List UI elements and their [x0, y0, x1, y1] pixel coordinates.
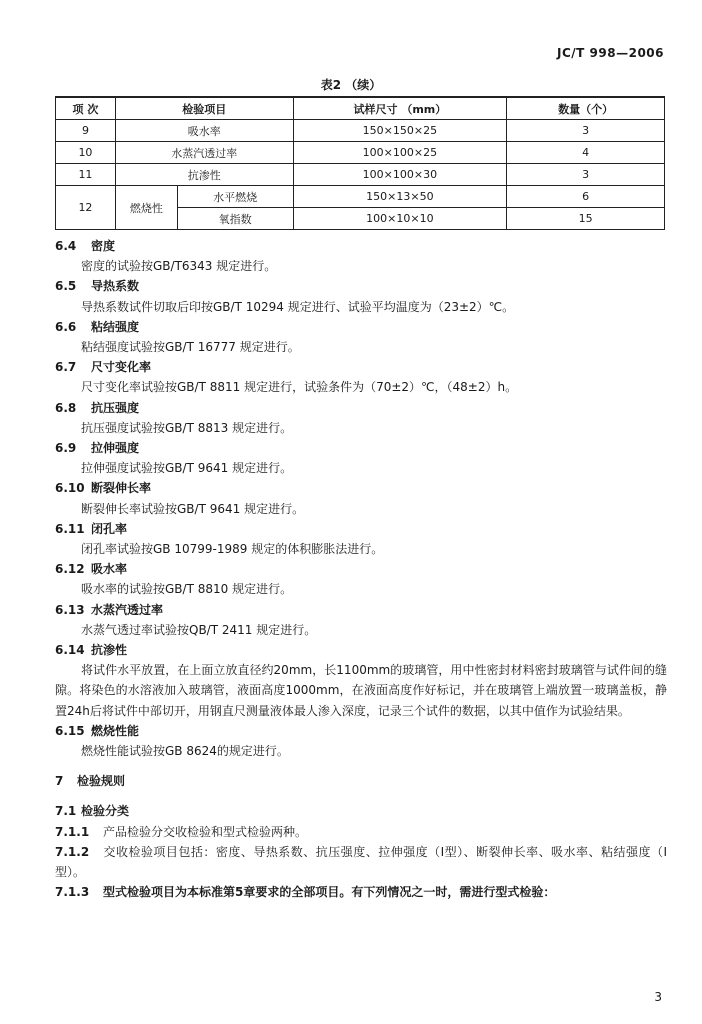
clause-number: 7.1.1	[55, 824, 90, 839]
cell-item: 吸水率	[115, 120, 293, 142]
section-6-15	[55, 721, 667, 761]
section-6-10	[55, 478, 667, 518]
section-title: 尺寸变化率	[91, 360, 152, 375]
section-heading	[55, 640, 667, 660]
cell-size: 100×100×30	[293, 164, 507, 186]
cell-item: 抗渗性	[115, 164, 293, 186]
section-title: 断裂伸长率	[91, 481, 152, 496]
section-number: 7.1	[55, 804, 77, 819]
section-text: 燃烧性能试验按GB 8624的规定进行。	[81, 744, 289, 759]
section-6-7	[55, 357, 667, 397]
cell-no: 12	[56, 186, 116, 230]
cell-subitem: 水平燃烧	[177, 186, 293, 208]
clause-7-1-2	[55, 842, 667, 882]
section-title: 抗压强度	[91, 400, 140, 415]
section-text: 抗压强度试验按GB/T 8813 规定进行。	[81, 420, 293, 435]
section-text: 拉伸强度试验按GB/T 9641 规定进行。	[81, 461, 293, 476]
section-number: 6.4	[55, 239, 77, 253]
section-6-8	[55, 398, 667, 438]
spacer	[55, 791, 667, 801]
spacer	[55, 761, 667, 771]
chapter-title: 检验规则	[77, 774, 126, 789]
clause-number: 7.1.2	[55, 844, 90, 859]
cell-size: 150×150×25	[293, 120, 507, 142]
chapter-number: 7	[55, 774, 64, 789]
section-number: 6.14	[55, 643, 85, 658]
section-heading	[55, 317, 667, 337]
section-number: 6.13	[55, 602, 85, 617]
section-text: 导热系数试件切取后印按GB/T 10294 规定进行、试验平均温度为（23±2）℃。	[81, 299, 515, 314]
cell-size: 100×10×10	[293, 208, 507, 230]
section-heading	[55, 519, 667, 539]
section-text: 闭孔率试验按GB 10799-1989 规定的体积膨胀法进行。	[81, 542, 384, 557]
table-row	[56, 120, 665, 142]
clause-text: 交收检验项目包括：密度、导热系数、抗压强度、拉伸强度（Ⅰ型）、断裂伸长率、吸水率、粘结强度（Ⅰ型）。	[55, 844, 667, 880]
table-header-row	[56, 97, 665, 120]
section-6-14	[55, 640, 667, 721]
section-heading	[55, 357, 667, 377]
section-6-9	[55, 438, 667, 478]
test-specimen-table	[55, 96, 665, 230]
section-number: 6.12	[55, 562, 85, 577]
table-row	[56, 186, 665, 208]
clause-number: 7.1.3	[55, 885, 90, 900]
section-text: 吸水率的试验按GB/T 8810 规定进行。	[81, 582, 293, 597]
section-title: 粘结强度	[91, 319, 140, 334]
section-title: 抗渗性	[91, 643, 128, 658]
section-title: 导热系数	[91, 279, 140, 294]
section-6-13	[55, 600, 667, 640]
section-text: 断裂伸长率试验按GB/T 9641 规定进行。	[81, 501, 305, 516]
cell-subitem: 氧指数	[177, 208, 293, 230]
section-6-11	[55, 519, 667, 559]
section-number: 6.9	[55, 441, 77, 456]
section-number: 6.5	[55, 279, 77, 294]
header-cell-item: 检验项目	[115, 97, 293, 120]
cell-no: 10	[56, 142, 116, 164]
section-number: 6.8	[55, 400, 77, 415]
cell-qty: 4	[507, 142, 665, 164]
cell-qty: 3	[507, 120, 665, 142]
chapter-heading	[55, 771, 667, 791]
section-title: 拉伸强度	[91, 441, 140, 456]
section-heading	[55, 478, 667, 498]
section-number: 6.10	[55, 481, 85, 496]
cell-no: 9	[56, 120, 116, 142]
section-title: 燃烧性能	[91, 723, 140, 738]
cell-no: 11	[56, 164, 116, 186]
section-6-6	[55, 317, 667, 357]
section-heading	[55, 721, 667, 741]
clause-text: 产品检验分交收检验和型式检验两种。	[103, 824, 308, 839]
section-title: 水蒸汽透过率	[91, 602, 164, 617]
section-text: 水蒸气透过率试验按QB/T 2411 规定进行。	[81, 622, 317, 637]
section-title: 闭孔率	[91, 521, 128, 536]
standard-code: JC/T 998—2006	[557, 46, 664, 60]
section-heading	[55, 398, 667, 418]
cell-group: 燃烧性	[115, 186, 177, 230]
section-number: 6.6	[55, 319, 77, 334]
section-heading	[55, 236, 667, 256]
clause-text: 型式检验项目为本标准第5章要求的全部项目。有下列情况之一时，需进行型式检验：	[103, 885, 556, 900]
section-number: 6.7	[55, 360, 77, 375]
cell-qty: 15	[507, 208, 665, 230]
table-caption: 表2 （续）	[320, 78, 382, 92]
section-number: 6.11	[55, 521, 85, 536]
cell-qty: 6	[507, 186, 665, 208]
cell-size: 150×13×50	[293, 186, 507, 208]
document-body	[55, 236, 667, 903]
section-6-12	[55, 559, 667, 599]
cell-qty: 3	[507, 164, 665, 186]
section-heading	[55, 559, 667, 579]
clause-7-1-1	[55, 822, 667, 842]
cell-size: 100×100×25	[293, 142, 507, 164]
section-text: 尺寸变化率试验按GB/T 8811 规定进行，试验条件为（70±2）℃，（48±2）h。	[81, 380, 518, 395]
section-title: 密度	[91, 239, 116, 253]
section-heading	[55, 276, 667, 296]
section-text: 粘结强度试验按GB/T 16777 规定进行。	[81, 340, 300, 355]
section-title: 检验分类	[81, 804, 130, 819]
section-title: 吸水率	[91, 562, 128, 577]
header-cell-qty: 数量（个）	[507, 97, 665, 120]
table-row	[56, 142, 665, 164]
table-row	[56, 164, 665, 186]
section-text: 密度的试验按GB/T6343 规定进行。	[81, 259, 277, 274]
subsection-heading	[55, 801, 667, 821]
section-6-5	[55, 276, 667, 316]
header-cell-no: 项 次	[56, 97, 116, 120]
cell-item: 水蒸汽透过率	[115, 142, 293, 164]
header-cell-size: 试样尺寸 （mm）	[293, 97, 507, 120]
page-number: 3	[654, 990, 662, 1004]
section-6-4	[55, 236, 667, 276]
section-number: 6.15	[55, 723, 85, 738]
section-heading	[55, 600, 667, 620]
clause-7-1-3	[55, 882, 667, 902]
section-paragraph: 将试件水平放置，在上面立放直径约20mm，长1100mm的玻璃管，用中性密封材料密封玻璃管与试件间的缝隙。将染色的水溶液加入玻璃管，液面高度1000mm，在液面高度作好标记，并在玻璃管上端放置一玻璃盖板，静置24h后将试件中部切开，用钢直尺测量液体最人渗入深度，记录三个试件的数据，以其中值作为试验结果。	[55, 663, 667, 718]
section-heading	[55, 438, 667, 458]
